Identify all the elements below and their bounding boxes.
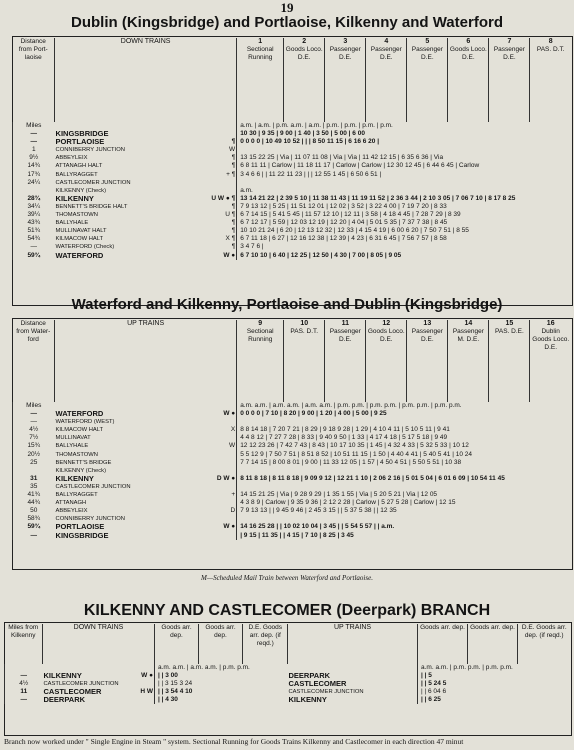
station-name: CASTLECOMER JUNCTION	[55, 483, 131, 490]
station-name: DEERPARK	[43, 696, 86, 705]
station-name: KINGSBRIDGE	[55, 130, 109, 139]
station-marks: D	[230, 507, 236, 515]
times-cell	[237, 483, 571, 491]
distance-cell: —	[5, 672, 43, 680]
col-header: 14 Passenger M. D.E.	[448, 320, 489, 402]
col-header: D.E. Goods arr. dep. (if reqd.)	[243, 624, 288, 664]
times-cell: 8 8 14 18 | 7 20 7 21 | 8 29 | 9 18 9 28 | 1 29 | 4 10 4 11 | 5 10 5 11 | 9 41	[237, 426, 571, 434]
distance-cell: 44¾	[13, 499, 55, 507]
times-cell: 13 14 21 22 | 2 39 5 10 | 11 38 11 43 | 11 19 11 52 | 2 36 3 44 | 2 10 3 05 | 7 06 7 10 | 8 17 8 25	[237, 195, 571, 203]
distance-cell: 20½	[13, 451, 55, 459]
station-name: BENNETT'S BRIDGE HALT	[55, 203, 128, 210]
distance-header: Distance from Port-laoise	[18, 38, 48, 62]
col-header: D.E. Goods arr. dep. (if reqd.)	[518, 624, 571, 664]
distance-cell: Miles	[13, 122, 55, 130]
station-name: DEERPARK	[288, 672, 331, 681]
distance-cell: 51¾	[13, 227, 55, 235]
times-cell: a.m. a.m. | a.m. a.m. | p.m. p.m.	[155, 664, 288, 672]
station-name: ATTANAGH	[55, 500, 87, 507]
distance-cell: 41¾	[13, 491, 55, 499]
station-marks	[195, 122, 237, 130]
distance-cell: 9½	[13, 154, 55, 162]
section3-title: KILKENNY AND CASTLECOMER (Deerpark) BRANCH	[83, 602, 491, 619]
times-cell: 13 15 22 25 | Via | 11 07 11 08 | Via | Via | 11 42 12 15 | 6 35 6 36 | Via	[237, 154, 571, 162]
distance-header: Miles from Kilkenny	[8, 624, 39, 640]
station-name	[55, 122, 195, 130]
station-marks	[195, 483, 237, 491]
times-cell: 10 30 | 9 35 | 9 00 | 1 40 | 3 50 | 5 00 | 6 00	[237, 130, 571, 138]
station-marks: W	[229, 442, 236, 450]
station-marks: ¶	[231, 227, 236, 235]
table-row	[13, 243, 572, 251]
distance-cell: 24¼	[13, 179, 55, 187]
table-row	[13, 252, 572, 260]
table-row	[13, 138, 572, 146]
col-header: Goods arr. dep.	[418, 624, 468, 664]
station-marks: ¶	[231, 243, 236, 251]
distance-cell: —	[13, 532, 55, 540]
station-marks: W ●	[223, 523, 236, 531]
times-cell	[237, 146, 571, 154]
direction-header: DOWN TRAINS	[55, 38, 237, 122]
table-row	[13, 179, 572, 187]
times-cell	[237, 515, 571, 523]
station-marks: U W ● ¶	[211, 194, 236, 202]
table-row	[13, 235, 572, 243]
times-cell: 5 5 12 9 | 7 50 7 51 | 8 51 8 52 | 10 51 11 15 | 1 50 | 4 40 4 41 | 5 40 5 41 | 10 24	[237, 451, 571, 459]
station-name: KILMACOW HALT	[55, 236, 104, 243]
branch-down-table	[4, 624, 288, 704]
distance-cell: 43¾	[13, 219, 55, 227]
times-cell: | | 3 15 3 24	[155, 680, 288, 688]
station-name: BALLYHALE	[55, 220, 89, 227]
col-header: 1 Sectional Running	[237, 38, 284, 122]
station-name: KILKENNY (Check)	[55, 467, 107, 474]
table-row	[13, 410, 572, 418]
table-row	[13, 122, 572, 130]
distance-cell: 31	[13, 475, 55, 483]
col-header: 5 Passenger D.E.	[407, 38, 448, 122]
table-row	[13, 402, 572, 410]
table-row	[13, 146, 572, 154]
table-row	[5, 664, 288, 672]
station-marks: ¶	[231, 202, 236, 210]
times-cell: 3 4 6 6 | | 11 22 11 23 | | | 12 55 1 45 | 6 50 6 51 |	[237, 171, 571, 179]
distance-cell: —	[13, 418, 55, 426]
times-cell: | | 3 54 4 10	[155, 688, 288, 696]
table-row	[13, 451, 572, 459]
table-row	[13, 219, 572, 227]
table-row	[5, 688, 288, 696]
table-row	[13, 130, 572, 138]
distance-cell	[5, 664, 43, 672]
branch-footnote: Branch now worked under " Single Engine in Steam " system. Sectional Running for Goods Trains Kilkenny and Castlecomer in each direction 47 minut	[4, 737, 464, 746]
station-marks	[195, 451, 237, 459]
mail-train-note: M—Scheduled Mail Train between Waterford and Portlaoise.	[201, 574, 373, 582]
distance-cell: 58¾	[13, 515, 55, 523]
station-name: BENNETT'S BRIDGE	[55, 459, 112, 466]
station-name: WATERFORD	[55, 410, 104, 419]
distance-cell: 34¼	[13, 203, 55, 211]
station-name: ABBEYLEIX	[55, 155, 88, 162]
distance-cell: 28¾	[13, 195, 55, 203]
distance-cell: —	[13, 130, 55, 138]
distance-cell: Miles	[13, 402, 55, 410]
col-header: 13 Passenger D.E.	[407, 320, 448, 402]
times-cell: | 9 15 | 11 35 | | 4 15 | 7 10 | 8 25 | 3 45	[237, 532, 571, 540]
table-row	[288, 664, 571, 672]
times-cell: 4 4 8 12 | 7 27 7 28 | 8 33 | 9 40 9 50 | 1 33 | 4 17 4 18 | 5 17 5 18 | 9 49	[237, 434, 571, 442]
station-marks	[195, 434, 237, 442]
times-cell: 0 0 0 0 | 10 49 10 52 | | | 8 50 11 15 | 6 16 6 20 |	[237, 138, 571, 146]
station-marks	[195, 130, 237, 138]
times-cell: 7 9 13 13 | | 9 45 9 46 | 2 45 3 15 | | 5 37 5 38 | | 12 35	[237, 507, 571, 515]
times-cell: 10 10 21 24 | 6 20 | 12 13 12 32 | 12 33 | 4 15 4 19 | 6 00 6 20 | 7 50 7 51 | 8 55	[237, 227, 571, 235]
distance-cell: 4½	[13, 426, 55, 434]
col-header: Goods arr. dep.	[199, 624, 243, 664]
station-name: WATERFORD (Check)	[55, 244, 115, 251]
distance-cell: 54¾	[13, 235, 55, 243]
station-name: MULLINAVAT HALT	[55, 228, 107, 235]
times-cell: 6 7 14 15 | 5 41 5 45 | 11 57 12 10 | 12 11 | 3 58 | 4 18 4 45 | 7 28 7 29 | 8 39	[237, 211, 571, 219]
table-row	[5, 672, 288, 680]
direction-header: UP TRAINS	[288, 624, 418, 664]
station-name	[55, 402, 195, 410]
col-header: Goods arr. dep.	[468, 624, 518, 664]
station-marks	[195, 418, 237, 426]
section2-title: Waterford and Kilkenny, Portlaoise and Dublin (Kingsbridge)	[71, 296, 503, 313]
station-marks: X ¶	[225, 235, 236, 243]
station-marks	[195, 515, 237, 523]
station-name: KILKENNY	[43, 672, 82, 681]
times-cell: a.m. a.m. | a.m. a.m. | a.m. a.m. | p.m. p.m. | p.m. p.m. | p.m. p.m. | p.m. p.m.	[237, 402, 571, 410]
times-cell: | | 5	[418, 672, 571, 680]
station-marks: H W	[140, 688, 153, 696]
branch-up-table	[287, 624, 571, 704]
col-header: 10 PAS. D.T.	[284, 320, 325, 402]
station-name: KILKENNY	[55, 474, 94, 483]
col-header: 2 Goods Loco. D.E.	[284, 38, 325, 122]
table-row	[13, 491, 572, 499]
station-name: CASTLECOMER	[288, 680, 347, 689]
station-name: CONNIBERRY JUNCTION	[55, 147, 125, 154]
station-marks	[195, 532, 237, 540]
station-marks	[195, 459, 237, 467]
station-name: KILKENNY	[55, 194, 94, 203]
station-name: THOMASTOWN	[55, 451, 98, 458]
station-marks	[133, 696, 155, 704]
distance-cell: 17¾	[13, 171, 55, 179]
station-marks: W ●	[223, 251, 236, 259]
station-name	[43, 664, 133, 672]
station-name: CASTLECOMER JUNCTION	[55, 179, 131, 186]
col-header: Goods arr. dep.	[155, 624, 199, 664]
section1-table	[12, 38, 571, 260]
table-row	[13, 499, 572, 507]
station-name: CONNIBERRY JUNCTION	[55, 516, 125, 523]
station-name: WATERFORD	[55, 251, 104, 260]
distance-cell: 4½	[5, 680, 43, 688]
col-header: 15 PAS. D.E.	[489, 320, 530, 402]
station-name: ATTANAGH HALT	[55, 163, 103, 170]
col-header: 4 Passenger D.E.	[366, 38, 407, 122]
times-cell: 7 7 14 15 | 8 00 8 01 | 9 00 | 11 33 12 05 | 1 57 | 4 50 4 51 | 5 50 5 51 | 10 38	[237, 459, 571, 467]
distance-cell: 1	[13, 146, 55, 154]
table-row	[13, 475, 572, 483]
times-cell: | | 5 24 5	[418, 680, 571, 688]
table-row	[5, 680, 288, 688]
distance-header: Distance from Water-ford	[16, 320, 51, 344]
station-marks: W	[229, 146, 236, 154]
table-row	[13, 418, 572, 426]
table-row	[13, 227, 572, 235]
times-cell: 6 7 11 18 | 6 27 | 12 16 12 38 | 12 39 | 4 23 | 6 31 6 45 | 7 56 7 57 | 8 58	[237, 235, 571, 243]
table-row	[288, 680, 571, 688]
table-row	[13, 532, 572, 540]
station-marks	[195, 499, 237, 507]
station-marks	[195, 179, 237, 187]
times-cell: a.m. a.m. | p.m. p.m. | p.m. p.m.	[418, 664, 571, 672]
table-row	[13, 162, 572, 170]
table-row	[13, 171, 572, 179]
table-row	[13, 523, 572, 531]
times-cell: a.m. | a.m. | p.m. a.m. | a.m. | p.m. | p.m. | p.m. | p.m.	[237, 122, 571, 130]
distance-cell: —	[5, 696, 43, 704]
distance-cell: 59¾	[13, 252, 55, 260]
station-marks: W ●	[141, 672, 153, 680]
distance-cell: 50	[13, 507, 55, 515]
distance-cell: 11	[5, 688, 43, 696]
col-header: 7 Passenger D.E.	[489, 38, 530, 122]
station-marks: D W ●	[216, 474, 236, 482]
station-name: KINGSBRIDGE	[55, 531, 109, 540]
distance-cell: 39¼	[13, 211, 55, 219]
times-cell: 0 0 0 0 | 7 10 | 8 20 | 9 00 | 1 20 | 4 00 | 5 00 | 9 25	[237, 410, 571, 418]
station-marks	[195, 467, 237, 475]
table-row	[13, 187, 572, 195]
col-header: 12 Goods Loco. D.E.	[366, 320, 407, 402]
distance-cell: —	[13, 138, 55, 146]
table-row	[13, 426, 572, 434]
station-name: ABBEYLEIX	[55, 508, 88, 515]
distance-cell: —	[13, 410, 55, 418]
section1-title: Dublin (Kingsbridge) and Portlaoise, Kilkenny and Waterford	[71, 14, 503, 31]
station-marks	[195, 187, 237, 195]
table-row	[13, 195, 572, 203]
times-cell: 12 12 23 26 | 7 42 7 43 | 8 43 | 10 17 10 35 | 1 45 | 4 32 4 33 | 5 32 5 33 | 10 12	[237, 442, 571, 450]
times-cell: 14 15 21 25 | Via | 9 28 9 29 | 1 35 1 55 | Via | 5 20 5 21 | Via | 12 05	[237, 491, 571, 499]
distance-cell: 14¾	[13, 162, 55, 170]
direction-header: UP TRAINS	[55, 320, 237, 402]
distance-cell: —	[13, 243, 55, 251]
station-name: CASTLECOMER JUNCTION	[288, 689, 364, 696]
times-cell: 14 16 25 28 | | 10 02 10 04 | 3 45 | | 5 54 5 57 | | a.m.	[237, 523, 571, 531]
station-marks: ¶	[231, 162, 236, 170]
times-cell: 6 7 10 10 | 6 40 | 12 25 | 12 50 | 4 30 | 7 00 | 8 05 | 9 05	[237, 252, 571, 260]
col-header: 16 Dublin Goods Loco. D.E.	[530, 320, 571, 402]
table-row	[13, 434, 572, 442]
times-cell	[237, 418, 571, 426]
times-cell: 3 4 7 6 |	[237, 243, 571, 251]
table-row	[13, 507, 572, 515]
table-row	[5, 696, 288, 704]
station-name: MULLINAVAT	[55, 435, 91, 442]
station-name: BALLYRAGGET	[55, 492, 98, 499]
table-row	[13, 154, 572, 162]
table-row	[288, 696, 571, 704]
times-cell: | | 6 25	[418, 696, 571, 704]
table-row	[288, 688, 571, 696]
station-marks: ¶	[231, 154, 236, 162]
times-cell: | | 6 04 6	[418, 688, 571, 696]
times-cell	[237, 179, 571, 187]
station-marks: ¶	[231, 138, 236, 146]
table-row	[13, 203, 572, 211]
distance-cell: 7½	[13, 434, 55, 442]
station-name: WATERFORD (WEST)	[55, 419, 115, 426]
table-row	[13, 459, 572, 467]
table-row	[288, 672, 571, 680]
times-cell: | | 3 00	[155, 672, 288, 680]
station-name: PORTLAOISE	[55, 523, 105, 532]
table-row	[13, 483, 572, 491]
col-header: 3 Passenger D.E.	[325, 38, 366, 122]
table-row	[13, 515, 572, 523]
times-cell: 7 9 13 12 | 5 25 | 11 51 12 01 | 12 02 | 3 52 | 3 22 4 00 | 7 19 7 20 | 8 33	[237, 203, 571, 211]
station-marks: ¶	[231, 219, 236, 227]
station-name: PORTLAOISE	[55, 138, 105, 147]
distance-cell: 15¾	[13, 442, 55, 450]
distance-cell: 59¾	[13, 523, 55, 531]
station-name	[288, 664, 418, 672]
station-name: THOMASTOWN	[55, 212, 98, 219]
col-header: 8 PAS. D.T.	[530, 38, 571, 122]
distance-cell: 35	[13, 483, 55, 491]
station-name: BALLYRAGGET	[55, 171, 98, 178]
distance-cell: 25	[13, 459, 55, 467]
station-marks: + ¶	[226, 170, 236, 178]
distance-cell	[13, 467, 55, 475]
times-cell: a.m.	[237, 187, 571, 195]
distance-cell	[13, 187, 55, 195]
station-marks	[133, 664, 155, 672]
times-cell: 8 11 8 18 | 8 11 8 18 | 9 09 9 12 | 12 21 1 10 | 2 06 2 16 | 5 01 5 04 | 6 01 6 09 | 10 54 11 45	[237, 475, 571, 483]
station-marks: U ¶	[225, 211, 236, 219]
table-row	[13, 467, 572, 475]
station-name: KILKENNY	[288, 696, 327, 705]
direction-header: DOWN TRAINS	[43, 624, 155, 664]
times-cell: 6 8 11 11 | Carlow | 11 18 11 17 | Carlow | Carlow | 12 30 12 45 | 6 44 6 45 | Carlow	[237, 162, 571, 170]
station-marks: X	[230, 426, 236, 434]
col-header: 6 Goods Loco. D.E.	[448, 38, 489, 122]
station-name: BALLYHALE	[55, 443, 89, 450]
station-name: KILKENNY (Check)	[55, 187, 107, 194]
page-number: 19	[280, 0, 294, 15]
times-cell: | | 4 30	[155, 696, 288, 704]
times-cell	[237, 467, 571, 475]
station-marks	[133, 680, 155, 688]
section2-table	[12, 320, 571, 540]
times-cell: 4 3 8 9 | Carlow | 9 35 9 36 | 2 12 2 28 | Carlow | 5 27 5 28 | Carlow | 12 15	[237, 499, 571, 507]
station-name: CASTLECOMER JUNCTION	[43, 681, 119, 688]
table-row	[13, 211, 572, 219]
col-header: 11 Passenger D.E.	[325, 320, 366, 402]
times-cell: 6 7 12 17 | 5 59 | 12 03 12 19 | 12 20 | 4 04 | 5 01 5 35 | 7 37 7 38 | 8 45	[237, 219, 571, 227]
col-header: 9 Sectional Running	[237, 320, 284, 402]
station-name: CASTLECOMER	[43, 688, 102, 697]
station-marks: W ●	[223, 410, 236, 418]
station-marks	[195, 402, 237, 410]
table-row	[13, 442, 572, 450]
station-marks: +	[231, 491, 236, 499]
station-name: KILMACOW HALT	[55, 427, 104, 434]
